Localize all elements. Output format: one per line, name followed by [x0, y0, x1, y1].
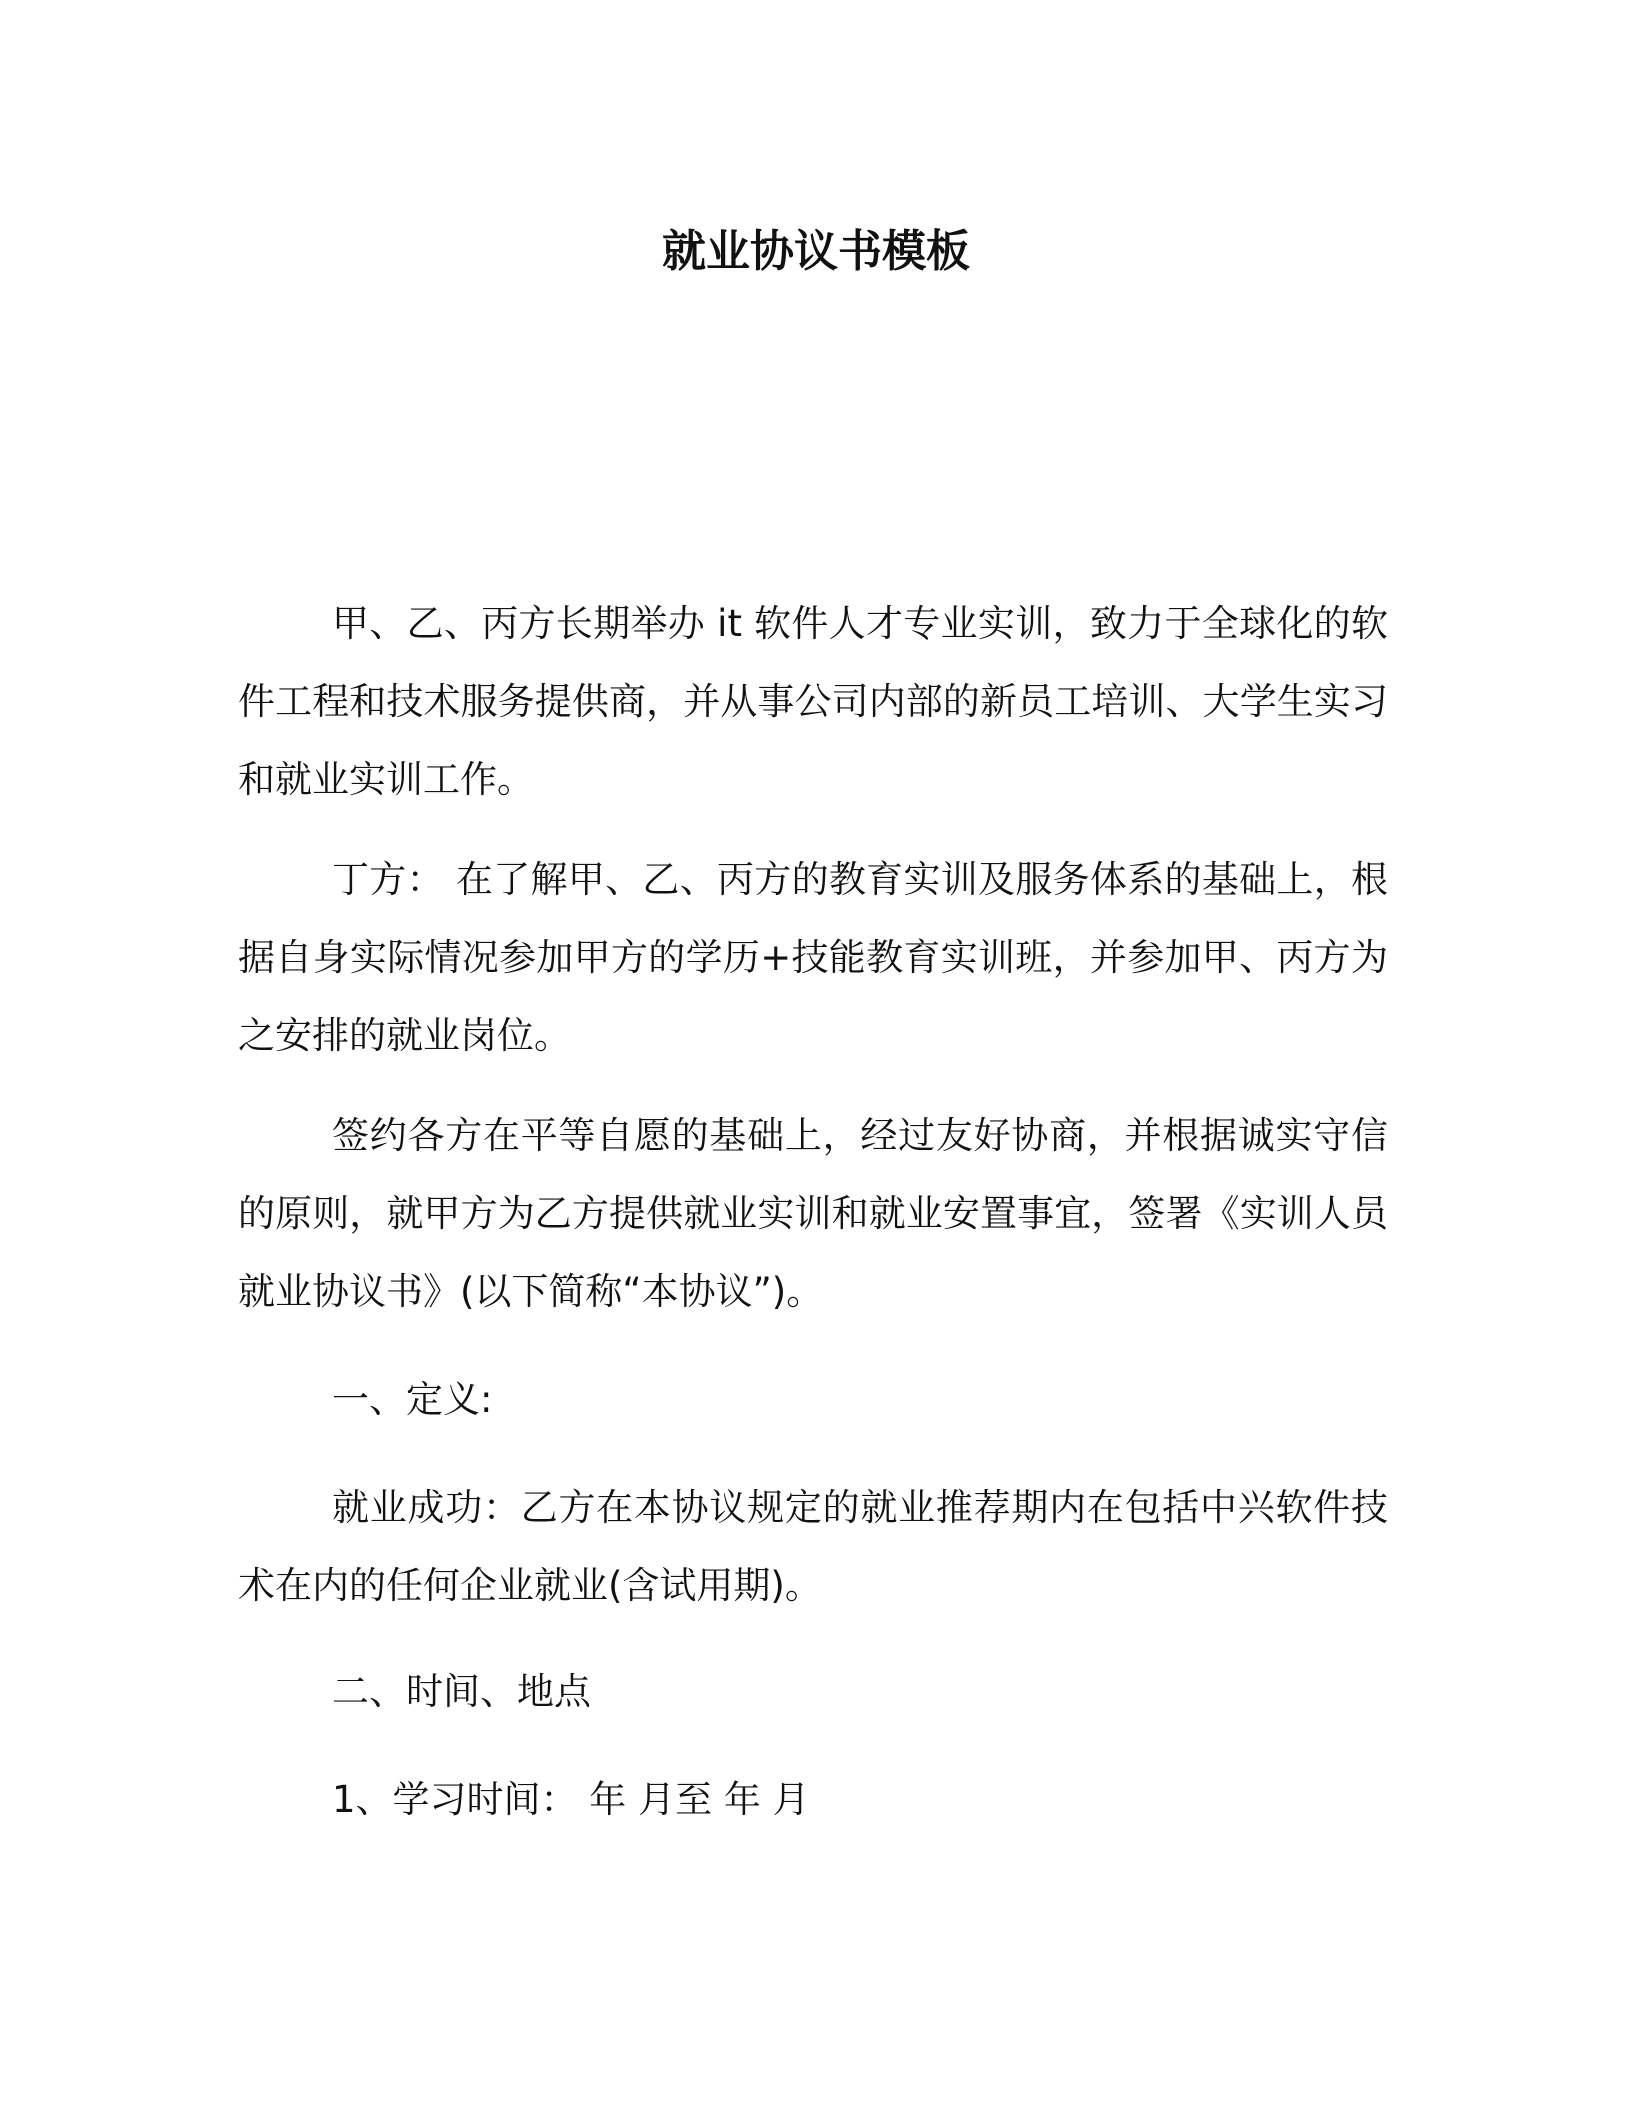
- section-heading-definition: 一、定义:: [332, 1378, 493, 1421]
- paragraph-employment-success: 就业成功：乙方在本协议规定的就业推荐期内在包括中兴软件技术在内的任何企业就业(含试用期)。: [238, 1486, 1388, 1607]
- paragraph-signing: 签约各方在平等自愿的基础上，经过友好协商，并根据诚实守信的原则，就甲方为乙方提供就业实训和就业安置事宜，签署《实训人员就业协议书》(以下简称“本协议”)。: [238, 1114, 1388, 1313]
- document-body: [238, 585, 1388, 1839]
- paragraph-party-d: 丁方： 在了解甲、乙、丙方的教育实训及服务体系的基础上，根据自身实际情况参加甲方的学历+技能教育实训班，并参加甲、丙方为之安排的就业岗位。: [238, 858, 1388, 1057]
- paragraph-study-time: 1、学习时间： 年 月至 年 月: [332, 1778, 810, 1821]
- document-title: 就业协议书模板: [662, 226, 970, 277]
- paragraph-intro: 甲、乙、丙方长期举办 it 软件人才专业实训，致力于全球化的软件工程和技术服务提供商，并从事公司内部的新员工培训、大学生实习和就业实训工作。: [238, 602, 1388, 801]
- section-heading-time-place: 二、时间、地点: [332, 1670, 591, 1713]
